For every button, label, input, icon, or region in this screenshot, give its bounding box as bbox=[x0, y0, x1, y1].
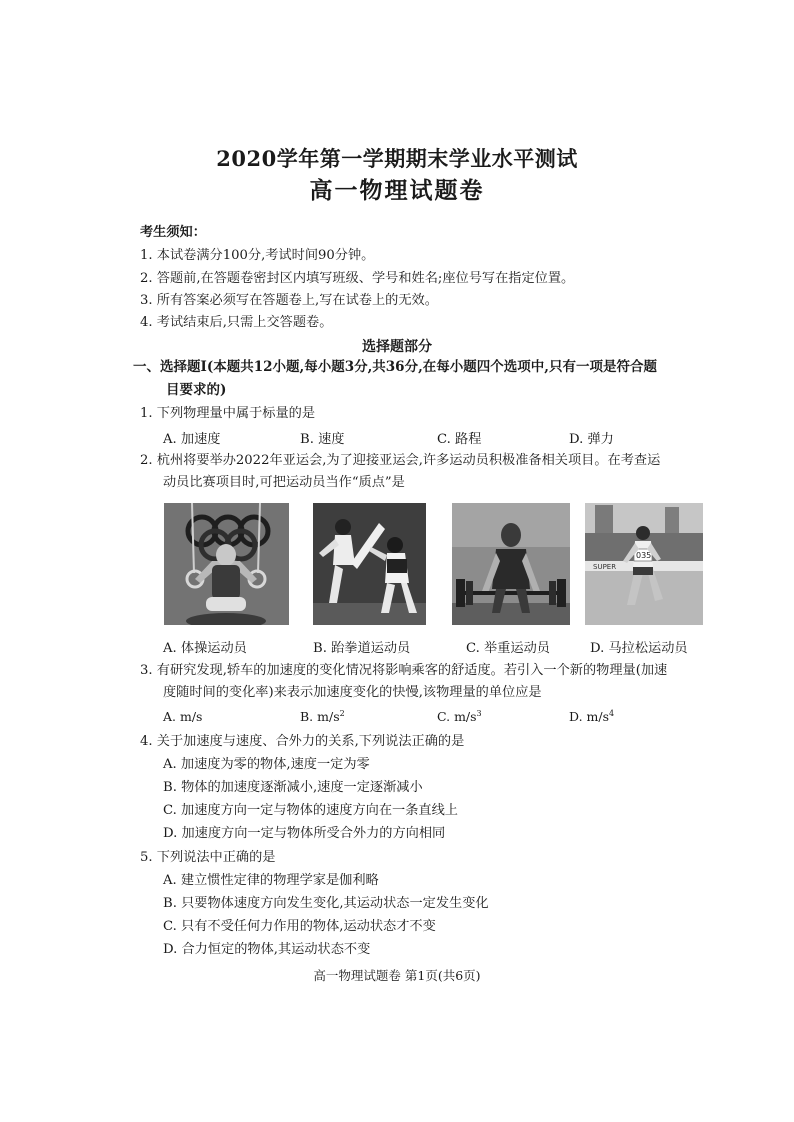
marathon-illustration bbox=[585, 503, 703, 625]
exam-subtitle: 高一物理试题卷 bbox=[309, 177, 485, 204]
q3-option-c: C. $m/s^3$ bbox=[437, 709, 482, 725]
q4-option-d: D. 加速度方向一定与物体所受合外力的方向相同 bbox=[163, 826, 446, 841]
gymnastics-illustration bbox=[164, 503, 289, 625]
notice-item: 2. 答题前,在答题卷密封区内填写班级、学号和姓名;座位号写在指定位置。 bbox=[140, 271, 575, 286]
q1-stem: 1. 下列物理量中属于标量的是 bbox=[140, 406, 316, 421]
q1-option-a: A. 加速度 bbox=[163, 432, 221, 447]
part1-heading-cont: 目要求的) bbox=[166, 382, 227, 398]
q3-option-b: B. $m/s^2$ bbox=[300, 709, 345, 725]
notice-item: 3. 所有答案必须写在答题卷上,写在试卷上的无效。 bbox=[140, 293, 438, 308]
section-title: 选择题部分 bbox=[362, 339, 432, 355]
q1-option-d: D. 弹力 bbox=[569, 432, 614, 447]
weightlifting-illustration bbox=[452, 503, 570, 625]
exam-title: 2020学年第一学期期末学业水平测试 bbox=[216, 146, 578, 171]
notice-item: 4. 考试结束后,只需上交答题卷。 bbox=[140, 315, 333, 330]
notice-item: 1. 本试卷满分100分,考试时间90分钟。 bbox=[140, 248, 375, 263]
q2-stem: 2. 杭州将要举办2022年亚运会,为了迎接亚运会,许多运动员积极准备相关项目。在考查运 bbox=[140, 453, 661, 468]
part1-heading: 一、选择题Ⅰ(本题共12小题,每小题3分,共36分,在每小题四个选项中,只有一项是符合题 bbox=[133, 359, 657, 375]
q2-option-a: A. 体操运动员 bbox=[163, 641, 247, 656]
q3-stem: 3. 有研究发现,轿车的加速度的变化情况将影响乘客的舒适度。若引入一个新的物理量(加速 bbox=[140, 663, 668, 678]
svg-text:SUPER: SUPER bbox=[593, 563, 617, 571]
bib-number: 035 bbox=[636, 551, 652, 560]
q5-stem: 5. 下列说法中正确的是 bbox=[140, 850, 276, 865]
gymnastics-photo bbox=[164, 503, 289, 625]
q5-option-c: C. 只有不受任何力作用的物体,运动状态才不变 bbox=[163, 919, 436, 934]
q1-option-b: B. 速度 bbox=[300, 432, 345, 447]
marathon-photo bbox=[585, 503, 703, 625]
q4-option-a: A. 加速度为零的物体,速度一定为零 bbox=[163, 757, 370, 772]
q4-option-c: C. 加速度方向一定与物体的速度方向在一条直线上 bbox=[163, 803, 458, 818]
taekwondo-photo bbox=[313, 503, 426, 625]
q5-option-d: D. 合力恒定的物体,其运动状态不变 bbox=[163, 942, 371, 957]
q3-option-a: A. m/s bbox=[163, 709, 203, 724]
q4-stem: 4. 关于加速度与速度、合外力的关系,下列说法正确的是 bbox=[140, 734, 465, 749]
q1-option-c: C. 路程 bbox=[437, 432, 482, 447]
q2-option-c: C. 举重运动员 bbox=[466, 641, 550, 656]
q2-option-d: D. 马拉松运动员 bbox=[590, 641, 688, 656]
weightlifting-photo bbox=[452, 503, 570, 625]
q3-stem-cont: 度随时间的变化率)来表示加速度变化的快慢,该物理量的单位应是 bbox=[163, 685, 542, 700]
q5-option-b: B. 只要物体速度方向发生变化,其运动状态一定发生变化 bbox=[163, 896, 489, 911]
q2-stem-cont: 动员比赛项目时,可把运动员当作“质点”是 bbox=[163, 475, 405, 490]
taekwondo-illustration bbox=[313, 503, 426, 625]
q3-option-d: D. $m/s^4$ bbox=[569, 709, 615, 725]
q2-option-b: B. 跆拳道运动员 bbox=[313, 641, 411, 656]
q4-option-b: B. 物体的加速度逐渐减小,速度一定逐渐减小 bbox=[163, 780, 423, 795]
q5-option-a: A. 建立惯性定律的物理学家是伽利略 bbox=[163, 873, 379, 888]
notice-heading: 考生须知： bbox=[140, 225, 206, 240]
page-footer: 高一物理试题卷 第1页(共6页) bbox=[313, 968, 481, 983]
